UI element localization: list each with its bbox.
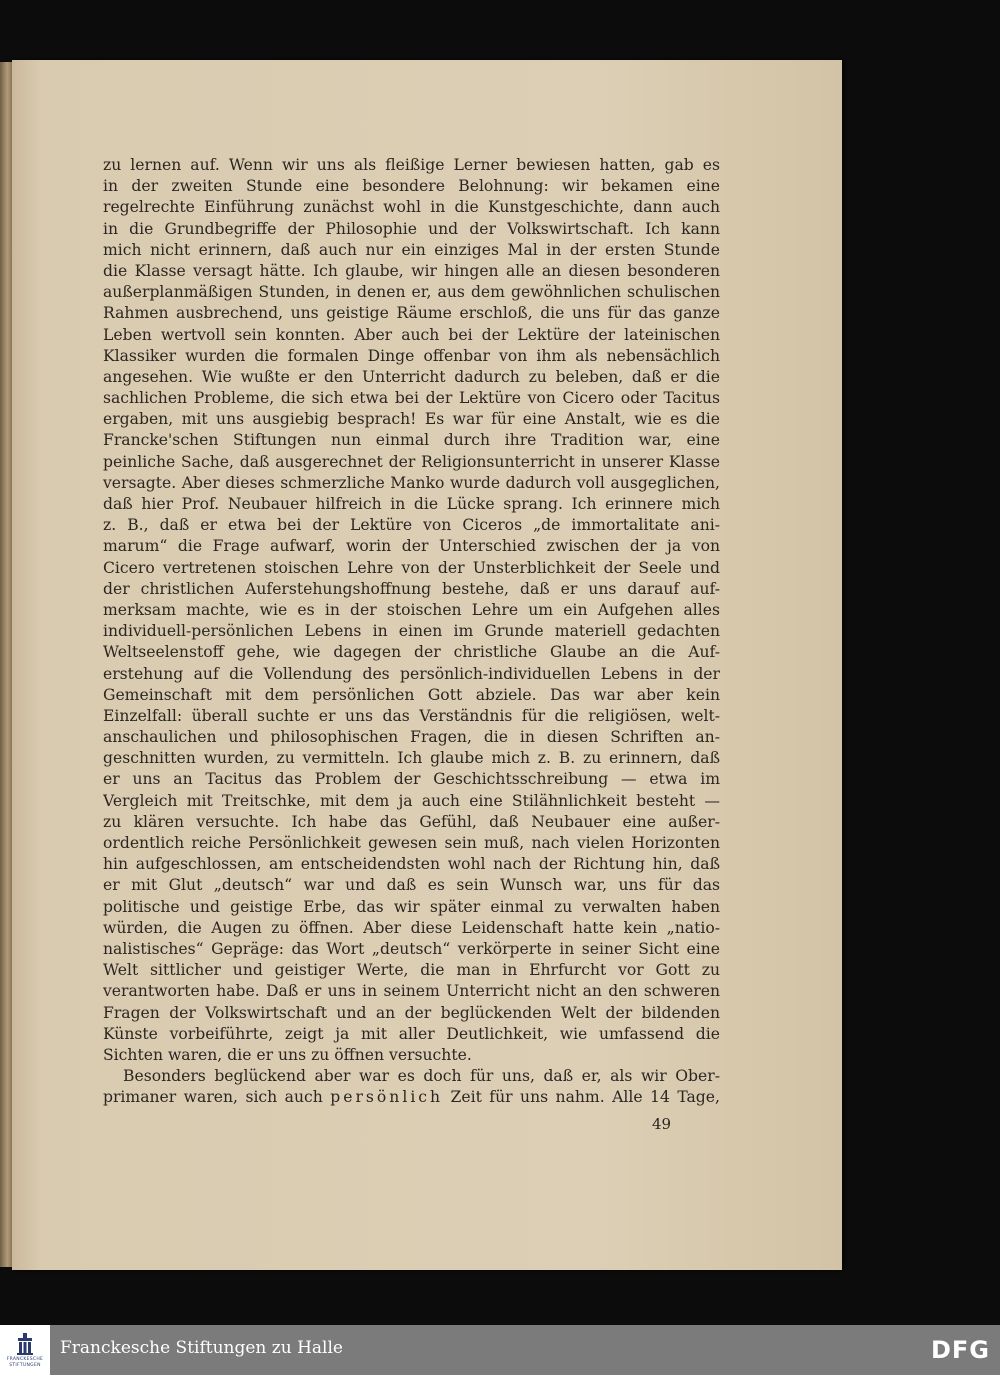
body-line: er uns an Tacitus das Problem der Geschichtsschreibung — etwa im bbox=[103, 770, 720, 789]
body-line: nalistisches“ Gepräge: das Wort „deutsch“ verkörperte in seiner Sicht eine bbox=[103, 939, 720, 958]
body-line: Weltseelenstoff gehe, wie dagegen der christliche Glaube an die Auf- bbox=[103, 643, 720, 662]
body-line: in die Grundbegriffe der Philosophie und der Volkswirtschaft. Ich kann bbox=[103, 219, 720, 238]
body-line: angesehen. Wie wußte er den Unterricht dadurch zu beleben, daß er die bbox=[103, 367, 720, 386]
body-line: Rahmen ausbrechend, uns geistige Räume erschloß, die uns für das ganze bbox=[103, 304, 720, 323]
body-line: Cicero vertretenen stoischen Lehre von der Unsterblichkeit der Seele und bbox=[103, 558, 720, 577]
body-line: zu lernen auf. Wenn wir uns als fleißige Lerner bewiesen hatten, gab es bbox=[103, 156, 720, 174]
body-line: sachlichen Probleme, die sich etwa bei der Lektüre von Cicero oder Tacitus bbox=[103, 389, 720, 408]
page-body-text bbox=[103, 155, 720, 1108]
body-line: die Klasse versagt hätte. Ich glaube, wir hingen alle an diesen besonderen bbox=[103, 261, 720, 280]
book-page bbox=[12, 60, 842, 1270]
body-line: mich nicht erinnern, daß auch nur ein einziges Mal in der ersten Stunde bbox=[103, 240, 720, 259]
body-line: marum“ die Frage aufwarf, worin der Unterschied zwischen der ja von bbox=[103, 537, 720, 556]
body-line: peinliche Sache, daß ausgerechnet der Religionsunterricht in unserer Klasse bbox=[103, 452, 720, 471]
body-line: Sichten waren, die er uns zu öffnen versuchte. bbox=[103, 1045, 472, 1064]
francke-building-icon bbox=[16, 1333, 34, 1355]
body-line: geschnitten wurden, zu vermitteln. Ich glaube mich z. B. zu erinnern, daß bbox=[103, 749, 720, 768]
body-line: politische und geistige Erbe, das wir später einmal zu verwalten haben bbox=[103, 897, 720, 916]
body-line: Künste vorbeiführte, zeigt ja mit aller Deutlichkeit, wie umfassend die bbox=[103, 1024, 720, 1043]
dfg-logo[interactable]: DFG bbox=[930, 1336, 990, 1364]
body-line: erstehung auf die Vollendung des persönlich-individuellen Lebens in der bbox=[103, 664, 720, 683]
body-line: Klassiker wurden die formalen Dinge offenbar von ihm als nebensächlich bbox=[103, 346, 720, 365]
body-line: ordentlich reiche Persönlichkeit gewesen sein muß, nach vielen Horizonten bbox=[103, 834, 720, 852]
page-number: 49 bbox=[652, 1115, 672, 1133]
body-line: anschaulichen und philosophischen Fragen, die in diesen Schriften an- bbox=[103, 728, 720, 747]
paragraph-2-line-2-end: Zeit für uns nahm. Alle 14 Tage, bbox=[450, 1088, 720, 1107]
previous-page-edge bbox=[0, 62, 12, 1267]
paragraph-2-line-1: Besonders beglückend aber war es doch für uns, daß er, als wir Ober- bbox=[123, 1067, 720, 1086]
body-line: Welt sittlicher und geistiger Werte, die man in Ehrfurcht vor Gott zu bbox=[103, 961, 720, 980]
body-line: zu klären versuchte. Ich habe das Gefühl, daß Neubauer eine außer- bbox=[103, 812, 720, 831]
body-line: z. B., daß er etwa bei der Lektüre von Ciceros „de immortalitate ani- bbox=[103, 516, 720, 535]
body-line: verantworten habe. Daß er uns in seinem Unterricht nicht an den schweren bbox=[103, 982, 720, 1001]
logo-caption-line-1: FRANCKESCHE bbox=[6, 1357, 44, 1362]
body-line: Einzelfall: überall suchte er uns das Verständnis für die religiösen, welt- bbox=[103, 706, 720, 725]
emphasized-word: persönlich bbox=[330, 1088, 444, 1107]
body-line: ergaben, mit uns ausgiebig besprach! Es war für eine Anstalt, wie es die bbox=[103, 410, 720, 429]
viewer-footer-bar bbox=[0, 1325, 1000, 1375]
body-line: außerplanmäßigen Stunden, in denen er, aus dem gewöhnlichen schulischen bbox=[103, 283, 720, 302]
body-line: Vergleich mit Treitschke, mit dem ja auch eine Stilähnlichkeit besteht — bbox=[103, 791, 720, 810]
body-line: Gemeinschaft mit dem persönlichen Gott abziele. Das war aber kein bbox=[103, 685, 720, 704]
institution-logo[interactable] bbox=[0, 1325, 50, 1375]
logo-caption-line-2: STIFTUNGEN bbox=[9, 1363, 41, 1368]
body-line: daß hier Prof. Neubauer hilfreich in die Lücke sprang. Ich erinnere mich bbox=[103, 495, 720, 513]
body-line: individuell-persönlichen Lebens in einen im Grunde materiell gedachten bbox=[103, 622, 720, 641]
footer-title: Franckesche Stiftungen zu Halle bbox=[60, 1338, 343, 1358]
body-line: der christlichen Auferstehungshoffnung bestehe, daß er uns darauf auf- bbox=[103, 579, 720, 598]
body-line: Fragen der Volkswirtschaft und an der beglückenden Welt der bildenden bbox=[103, 1003, 720, 1022]
body-line: würden, die Augen zu öffnen. Aber diese Leidenschaft hatte kein „natio- bbox=[103, 918, 720, 937]
body-line: regelrechte Einführung zunächst wohl in die Kunstgeschichte, dann auch bbox=[103, 198, 720, 217]
logo-caption bbox=[0, 1357, 50, 1369]
body-line: Leben wertvoll sein konnten. Aber auch bei der Lektüre der lateinischen bbox=[103, 325, 720, 344]
body-line: Francke'schen Stiftungen nun einmal durch ihre Tradition war, eine bbox=[103, 431, 720, 450]
body-line: hin aufgeschlossen, am entscheidendsten wohl nach der Richtung hin, daß bbox=[103, 855, 720, 874]
paragraph-2-line-2 bbox=[103, 1087, 720, 1108]
paragraph-2-line-2-start: primaner waren, sich auch bbox=[103, 1088, 323, 1107]
body-line: merksam machte, wie es in der stoischen Lehre um ein Aufgehen alles bbox=[103, 600, 720, 619]
body-line: in der zweiten Stunde eine besondere Belohnung: wir bekamen eine bbox=[103, 177, 720, 196]
body-line: er mit Glut „deutsch“ war und daß es sein Wunsch war, uns für das bbox=[103, 876, 720, 895]
body-line: versagte. Aber dieses schmerzliche Manko wurde dadurch voll ausgeglichen, bbox=[103, 473, 720, 492]
